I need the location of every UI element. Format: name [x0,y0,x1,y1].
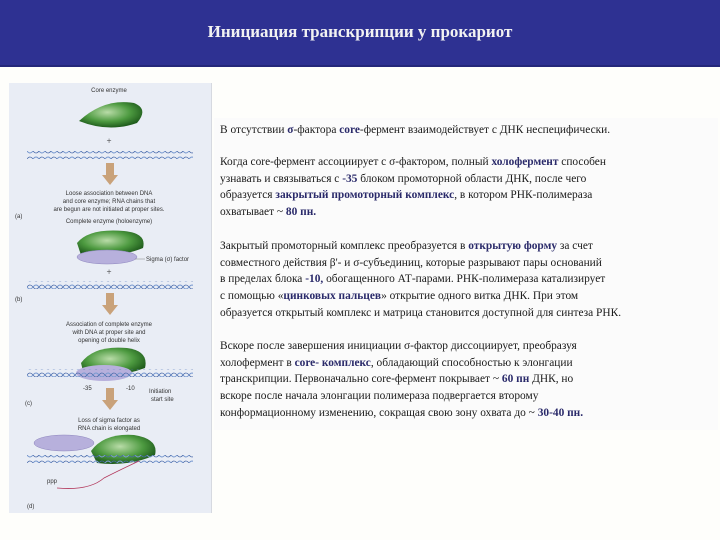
panel-b-label: (b) [15,297,23,303]
text-line [220,355,583,372]
dna-strand [27,281,193,289]
paragraph-holoenzyme [220,154,606,221]
label-core-enzyme: Core enzyme [91,88,127,94]
text-segment: за счет [557,240,593,252]
highlighted-term: -35 [342,172,358,185]
text-segment: Закрытый промоторный комплекс преобразуется в [220,240,469,252]
label-sigma-factor: Sigma (σ) factor [146,257,190,263]
text-segment: блоком промоторной области ДНК, после чего [357,172,587,185]
text-line [220,187,606,204]
highlighted-term: 60 пн [501,373,530,386]
highlighted-term: core [339,124,360,136]
caption-loose-2: and core enzyme; RNA chains that [62,199,156,205]
text-segment: способен [558,156,606,168]
rna-chain [57,461,139,489]
highlighted-term: 30-40 пн. [537,406,584,419]
down-arrow-icon [102,293,118,315]
highlighted-term: цинковых пальцев [283,290,382,303]
label-minus-35: -35 [83,386,92,392]
text-line [220,171,606,188]
highlighted-term: открытую форму [468,240,558,252]
caption-loose-1: Loose association between DNA [65,191,153,197]
text-line [220,122,610,139]
elongation-panel [27,418,193,510]
text-segment: транскрипции. Первоначально core-фермент покрывает ~ [220,373,502,386]
text-segment: , в котором РНК-полимераза [454,189,593,202]
text-line [220,338,583,355]
dna-strand [27,455,193,463]
caption-loose-3: are begun are not initiated at proper sites. [53,207,165,213]
open-complex-panel [25,322,193,410]
text-segment: -фактора [293,124,340,136]
plus-sign: + [106,267,112,277]
text-line [220,405,583,422]
caption-assoc-3: opening of double helix [78,338,140,344]
label-holoenzyme: Complete enzyme (holoenzyme) [65,219,153,225]
text-line [220,238,621,255]
text-segment: Вскоре после завершения инициации σ-фактор диссоциирует, преобразуя [220,340,577,352]
text-line [220,255,621,272]
caption-assoc-2: with DNA at proper site and [72,330,146,336]
label-start-site: start site [151,397,174,403]
title-bar [0,0,720,67]
core-enzyme-panel [15,88,193,220]
caption-loss-1: Loss of sigma factor as [78,418,140,424]
highlighted-term: холофермент [491,156,559,168]
label-ppp: ppp [47,479,58,485]
text-line [220,305,621,322]
panel-a-label: (a) [15,214,23,220]
text-segment: холофермент в [220,356,295,369]
text-segment: Когда core-фермент ассоциирует с σ-фактором, полный [220,156,492,168]
down-arrow-icon [102,388,118,410]
text-segment: -фермент взаимодействует с ДНК неспецифически. [359,124,611,136]
label-minus-10: -10 [126,386,135,392]
text-segment: узнавать и связываться с [220,172,343,185]
highlighted-term: σ [287,124,294,136]
text-segment: совместного действия β'- и σ-субъединиц, которые разрывают пары оснований [220,256,602,269]
text-segment: в пределах блока [220,273,306,286]
down-arrow-icon [102,163,118,185]
panel-c-label: (c) [25,401,32,407]
text-segment: с помощью « [220,290,284,303]
text-segment: вскоре после начала элонгации полимераза подвергается второму [220,390,539,403]
text-segment: ДНК, но [529,373,574,386]
paragraph-elongation [220,338,583,422]
slide-title: Инициация транскрипции у прокариот [207,22,513,41]
holoenzyme-panel [15,219,193,315]
text-segment: , обладающий способностью к элонгации [370,356,573,369]
text-segment: образуется [220,189,276,202]
text-segment: охватывает ~ [220,206,286,219]
text-line [220,388,583,405]
text-line [220,288,621,305]
sigma-factor-shape [34,435,94,451]
highlighted-term: 80 пн. [285,206,317,219]
caption-loss-2: RNA chain is elongated [77,426,141,432]
text-line [220,154,606,171]
paragraph-sigma-absence [220,122,610,139]
highlighted-term: -10, [305,273,324,286]
text-line [220,204,606,221]
text-segment: » открытие одного витка ДНК. При этом [381,290,579,303]
text-segment: В отсутствии [220,124,288,136]
transcription-initiation-figure [9,83,212,513]
panel-d-label: (d) [27,504,35,510]
dna-strand [27,369,193,377]
highlighted-term: core- комплекс [294,356,371,369]
text-segment: обогащенного АТ-парами. РНК-полимераза катализирует [323,273,606,286]
core-enzyme-shape [79,102,142,127]
text-line [220,371,583,388]
label-initiation: Initiation [149,389,172,395]
sigma-factor-shape [77,250,137,264]
text-segment: конформационному изменению, сокращая свою зону охвата до ~ [220,406,538,419]
explanation-text [214,118,718,430]
dna-strand [27,151,193,159]
highlighted-term: закрытый промоторный комплекс [275,189,455,202]
paragraph-open-complex [220,238,621,322]
text-segment: образуется открытый комплекс и матрица становится доступной для синтеза РНК. [220,306,622,319]
plus-sign: + [106,136,112,146]
caption-assoc-1: Association of complete enzyme [65,322,153,328]
text-line [220,271,621,288]
